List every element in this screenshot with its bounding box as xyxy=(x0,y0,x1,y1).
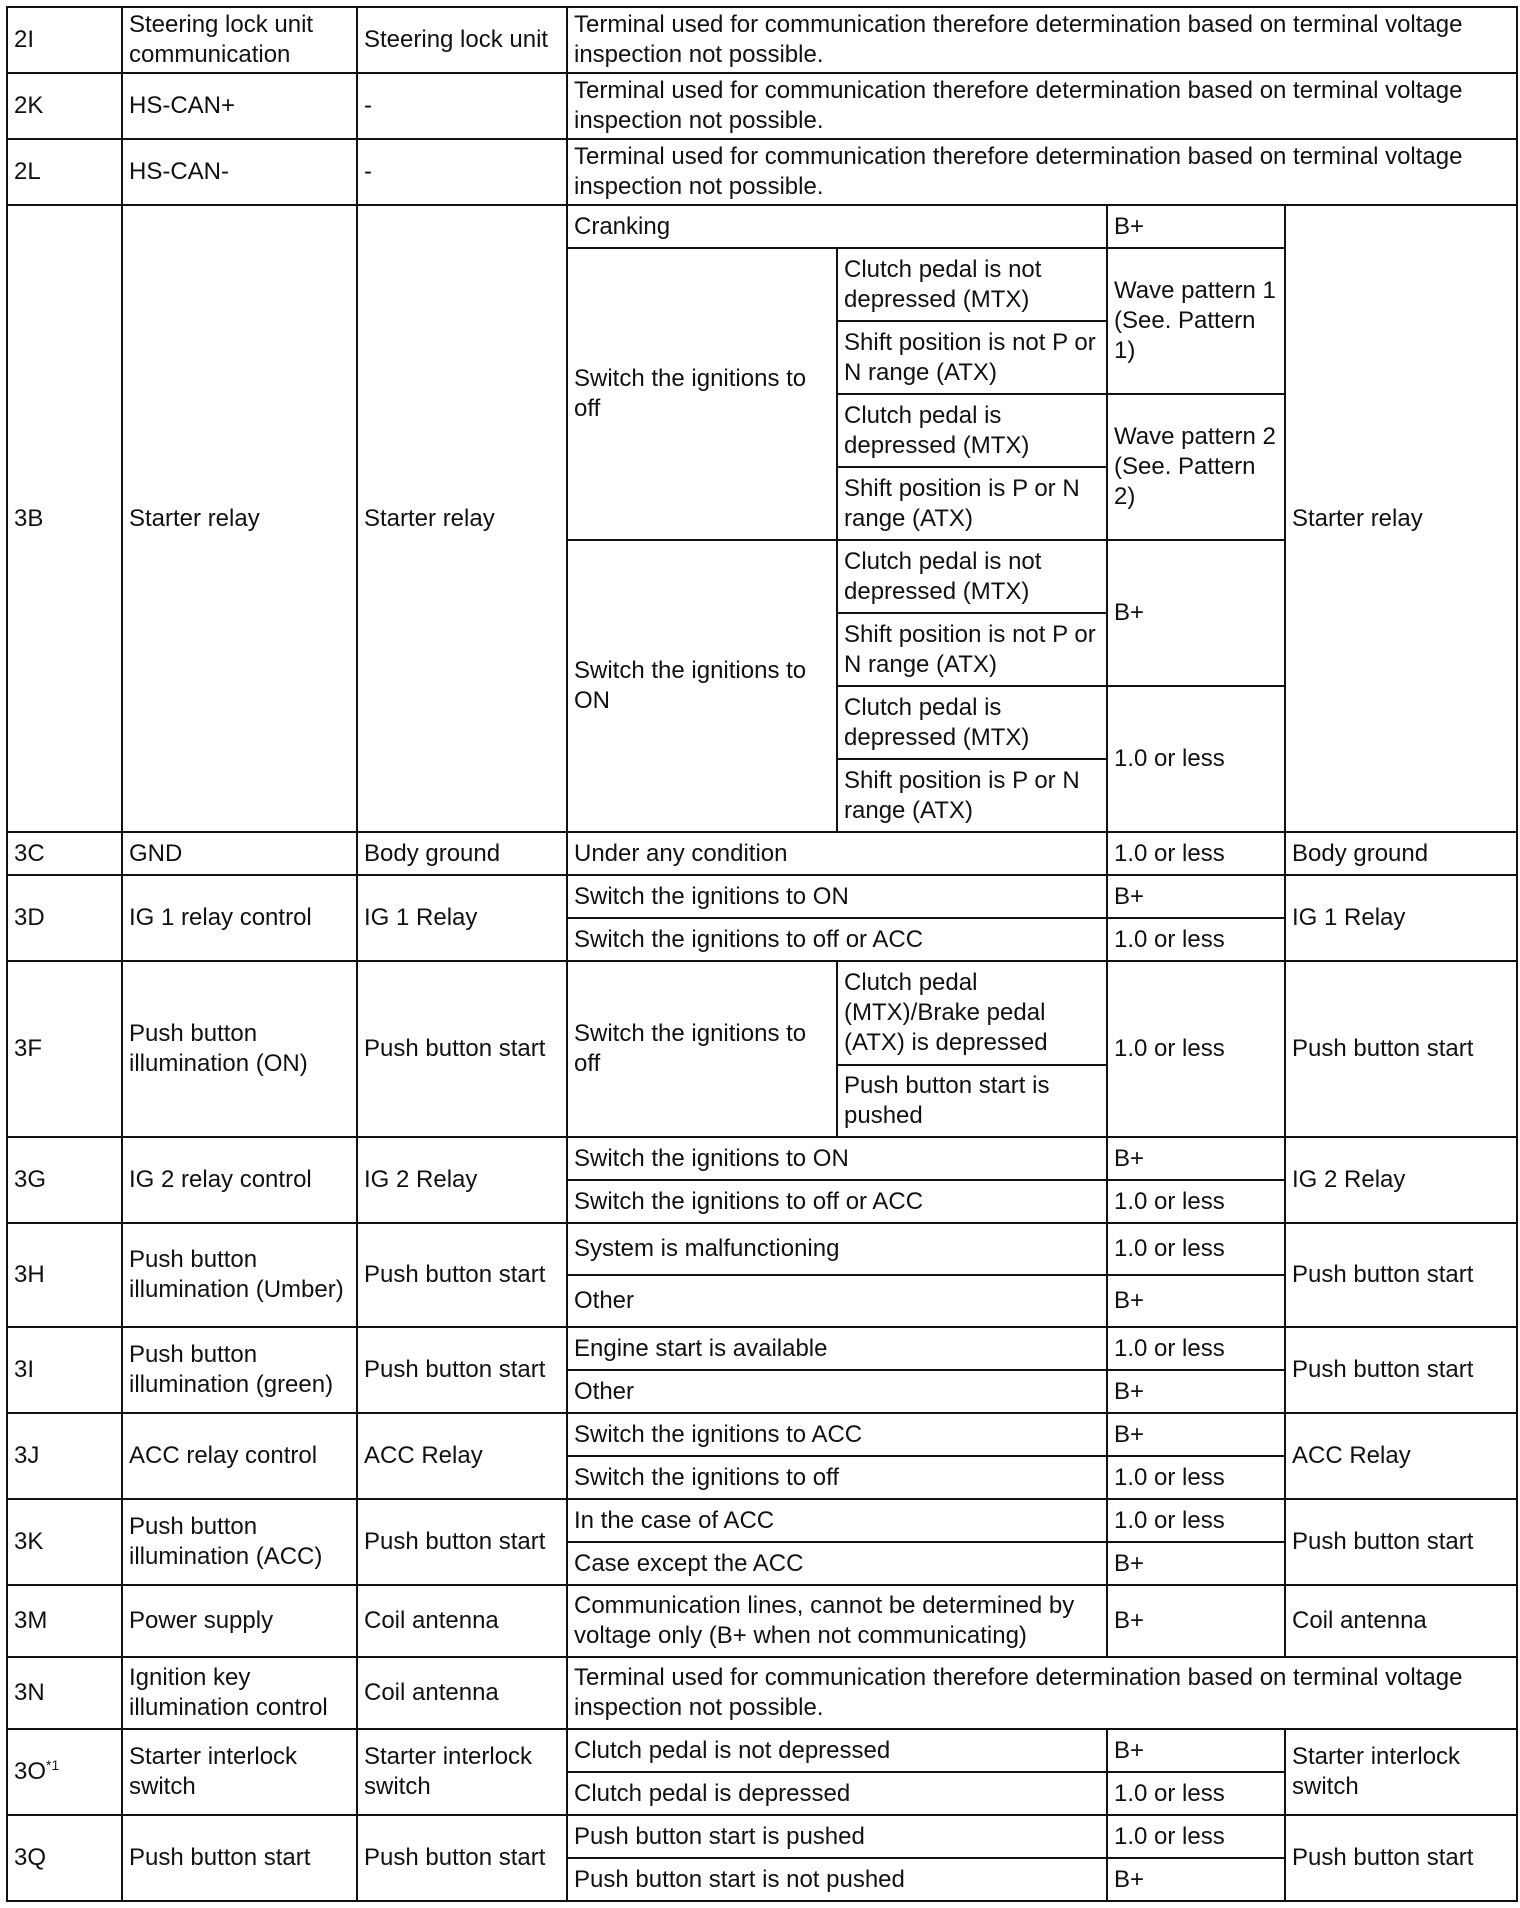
voltage-cell: 1.0 or less xyxy=(1107,1223,1285,1275)
inspection-item-cell: Body ground xyxy=(1285,832,1517,875)
destination-cell: Starter relay xyxy=(357,205,567,832)
inspection-item-cell: Push button start xyxy=(1285,1499,1517,1585)
connected-to-cell: ACC relay control xyxy=(122,1413,357,1499)
terminal-voltage-table xyxy=(6,6,1518,1902)
table-row xyxy=(7,1499,1517,1542)
inspection-item-cell: Push button start xyxy=(1285,1327,1517,1413)
table-row xyxy=(7,1815,1517,1858)
terminal-cell: 3M xyxy=(7,1585,122,1657)
terminal-cell: 2L xyxy=(7,139,122,205)
condition-cell: Other xyxy=(567,1370,1107,1413)
destination-cell: Body ground xyxy=(357,832,567,875)
terminal-cell: 3Q xyxy=(7,1815,122,1901)
voltage-cell: B+ xyxy=(1107,540,1285,686)
destination-cell: Steering lock unit xyxy=(357,7,567,73)
voltage-cell: Wave pattern 2 (See. Pattern 2) xyxy=(1107,394,1285,540)
voltage-cell: 1.0 or less xyxy=(1107,686,1285,832)
condition-cell: Switch the ignitions to ACC xyxy=(567,1413,1107,1456)
condition-cell: Under any condition xyxy=(567,832,1107,875)
terminal-cell: 3N xyxy=(7,1657,122,1729)
terminal-cell: 2I xyxy=(7,7,122,73)
voltage-cell: B+ xyxy=(1107,1275,1285,1327)
note-cell: Terminal used for communication therefore determination based on terminal voltage inspection not possible. xyxy=(567,139,1517,205)
destination-cell: Starter interlock switch xyxy=(357,1729,567,1815)
connected-to-cell: Starter interlock switch xyxy=(122,1729,357,1815)
table-row xyxy=(7,1585,1517,1657)
voltage-cell: 1.0 or less xyxy=(1107,1815,1285,1858)
condition-cell: Push button start is pushed xyxy=(567,1815,1107,1858)
inspection-item-cell: Coil antenna xyxy=(1285,1585,1517,1657)
subcondition-cell: Clutch pedal (MTX)/Brake pedal (ATX) is depressed xyxy=(837,961,1107,1065)
connected-to-cell: Ignition key illumination control xyxy=(122,1657,357,1729)
table-row xyxy=(7,205,1517,248)
terminal-cell: 2K xyxy=(7,73,122,139)
voltage-cell: 1.0 or less xyxy=(1107,961,1285,1137)
inspection-item-cell: Push button start xyxy=(1285,1815,1517,1901)
condition-cell: Communication lines, cannot be determined by voltage only (B+ when not communicating) xyxy=(567,1585,1107,1657)
table-row xyxy=(7,73,1517,139)
table-row xyxy=(7,1223,1517,1275)
voltage-cell: B+ xyxy=(1107,205,1285,248)
inspection-item-cell: Push button start xyxy=(1285,961,1517,1137)
condition-cell: Push button start is not pushed xyxy=(567,1858,1107,1901)
connected-to-cell: Push button illumination (ACC) xyxy=(122,1499,357,1585)
connected-to-cell: Steering lock unit communication xyxy=(122,7,357,73)
terminal-cell: 3B xyxy=(7,205,122,832)
condition-cell: Engine start is available xyxy=(567,1327,1107,1370)
voltage-cell: 1.0 or less xyxy=(1107,1772,1285,1815)
connected-to-cell: Push button illumination (ON) xyxy=(122,961,357,1137)
terminal-cell: 3K xyxy=(7,1499,122,1585)
voltage-cell: 1.0 or less xyxy=(1107,1499,1285,1542)
condition-cell: Switch the ignitions to off xyxy=(567,248,837,540)
destination-cell: Push button start xyxy=(357,1499,567,1585)
voltage-cell: 1.0 or less xyxy=(1107,1327,1285,1370)
terminal-cell: 3G xyxy=(7,1137,122,1223)
destination-cell: Coil antenna xyxy=(357,1585,567,1657)
voltage-cell: 1.0 or less xyxy=(1107,1456,1285,1499)
voltage-cell: 1.0 or less xyxy=(1107,832,1285,875)
terminal-cell: 3J xyxy=(7,1413,122,1499)
condition-cell: Switch the ignitions to ON xyxy=(567,540,837,832)
voltage-cell: 1.0 or less xyxy=(1107,1180,1285,1223)
destination-cell: ACC Relay xyxy=(357,1413,567,1499)
connected-to-cell: Push button start xyxy=(122,1815,357,1901)
connected-to-cell: Push button illumination (green) xyxy=(122,1327,357,1413)
voltage-cell: Wave pattern 1 (See. Pattern 1) xyxy=(1107,248,1285,394)
connected-to-cell: Power supply xyxy=(122,1585,357,1657)
voltage-cell: B+ xyxy=(1107,1370,1285,1413)
connected-to-cell: HS-CAN+ xyxy=(122,73,357,139)
destination-cell: - xyxy=(357,139,567,205)
terminal-cell: 3C xyxy=(7,832,122,875)
condition-cell: Switch the ignitions to ON xyxy=(567,1137,1107,1180)
condition-cell: Switch the ignitions to off or ACC xyxy=(567,918,1107,961)
note-cell: Terminal used for communication therefore determination based on terminal voltage inspection not possible. xyxy=(567,1657,1517,1729)
destination-cell: Push button start xyxy=(357,1223,567,1327)
voltage-cell: B+ xyxy=(1107,1137,1285,1180)
inspection-item-cell: IG 2 Relay xyxy=(1285,1137,1517,1223)
terminal-label: 3O xyxy=(14,1758,47,1785)
subcondition-cell: Clutch pedal is not depressed (MTX) xyxy=(837,540,1107,613)
connected-to-cell: GND xyxy=(122,832,357,875)
note-cell: Terminal used for communication therefore determination based on terminal voltage inspection not possible. xyxy=(567,7,1517,73)
inspection-item-cell: Push button start xyxy=(1285,1223,1517,1327)
table-row xyxy=(7,139,1517,205)
table-row xyxy=(7,1137,1517,1180)
destination-cell: Push button start xyxy=(357,961,567,1137)
condition-cell: Switch the ignitions to off or ACC xyxy=(567,1180,1107,1223)
voltage-cell: 1.0 or less xyxy=(1107,918,1285,961)
table-row xyxy=(7,832,1517,875)
voltage-cell: B+ xyxy=(1107,1413,1285,1456)
connected-to-cell: IG 2 relay control xyxy=(122,1137,357,1223)
condition-cell: Clutch pedal is depressed xyxy=(567,1772,1107,1815)
table-row xyxy=(7,961,1517,1065)
voltage-cell: B+ xyxy=(1107,1729,1285,1772)
footnote-mark: *1 xyxy=(46,1757,60,1773)
destination-cell: Push button start xyxy=(357,1815,567,1901)
table-row xyxy=(7,1413,1517,1456)
table-row xyxy=(7,1729,1517,1772)
connected-to-cell: Push button illumination (Umber) xyxy=(122,1223,357,1327)
inspection-item-cell: IG 1 Relay xyxy=(1285,875,1517,961)
destination-cell: Push button start xyxy=(357,1327,567,1413)
terminal-cell: 3I xyxy=(7,1327,122,1413)
connected-to-cell: Starter relay xyxy=(122,205,357,832)
terminal-cell: 3H xyxy=(7,1223,122,1327)
condition-cell: Cranking xyxy=(567,205,1107,248)
condition-cell: Case except the ACC xyxy=(567,1542,1107,1585)
connected-to-cell: HS-CAN- xyxy=(122,139,357,205)
terminal-cell: 3F xyxy=(7,961,122,1137)
voltage-cell: B+ xyxy=(1107,1542,1285,1585)
subcondition-cell: Clutch pedal is not depressed (MTX) xyxy=(837,248,1107,321)
voltage-cell: B+ xyxy=(1107,1858,1285,1901)
table-row xyxy=(7,7,1517,73)
table-row xyxy=(7,1657,1517,1729)
terminal-cell: 3D xyxy=(7,875,122,961)
condition-cell: Switch the ignitions to off xyxy=(567,961,837,1137)
destination-cell: - xyxy=(357,73,567,139)
inspection-item-cell: Starter interlock switch xyxy=(1285,1729,1517,1815)
subcondition-cell: Shift position is P or N range (ATX) xyxy=(837,759,1107,832)
subcondition-cell: Push button start is pushed xyxy=(837,1065,1107,1137)
condition-cell: Clutch pedal is not depressed xyxy=(567,1729,1107,1772)
destination-cell: Coil antenna xyxy=(357,1657,567,1729)
inspection-item-cell: ACC Relay xyxy=(1285,1413,1517,1499)
condition-cell: Other xyxy=(567,1275,1107,1327)
condition-cell: In the case of ACC xyxy=(567,1499,1107,1542)
terminal-cell xyxy=(7,1729,122,1815)
connected-to-cell: IG 1 relay control xyxy=(122,875,357,961)
inspection-item-cell: Starter relay xyxy=(1285,205,1517,832)
condition-cell: Switch the ignitions to off xyxy=(567,1456,1107,1499)
table-row xyxy=(7,1327,1517,1370)
condition-cell: Switch the ignitions to ON xyxy=(567,875,1107,918)
destination-cell: IG 2 Relay xyxy=(357,1137,567,1223)
table-row xyxy=(7,875,1517,918)
condition-cell: System is malfunctioning xyxy=(567,1223,1107,1275)
subcondition-cell: Shift position is not P or N range (ATX) xyxy=(837,321,1107,394)
note-cell: Terminal used for communication therefore determination based on terminal voltage inspection not possible. xyxy=(567,73,1517,139)
voltage-cell: B+ xyxy=(1107,1585,1285,1657)
subcondition-cell: Shift position is not P or N range (ATX) xyxy=(837,613,1107,686)
voltage-cell: B+ xyxy=(1107,875,1285,918)
subcondition-cell: Clutch pedal is depressed (MTX) xyxy=(837,686,1107,759)
subcondition-cell: Shift position is P or N range (ATX) xyxy=(837,467,1107,540)
destination-cell: IG 1 Relay xyxy=(357,875,567,961)
subcondition-cell: Clutch pedal is depressed (MTX) xyxy=(837,394,1107,467)
